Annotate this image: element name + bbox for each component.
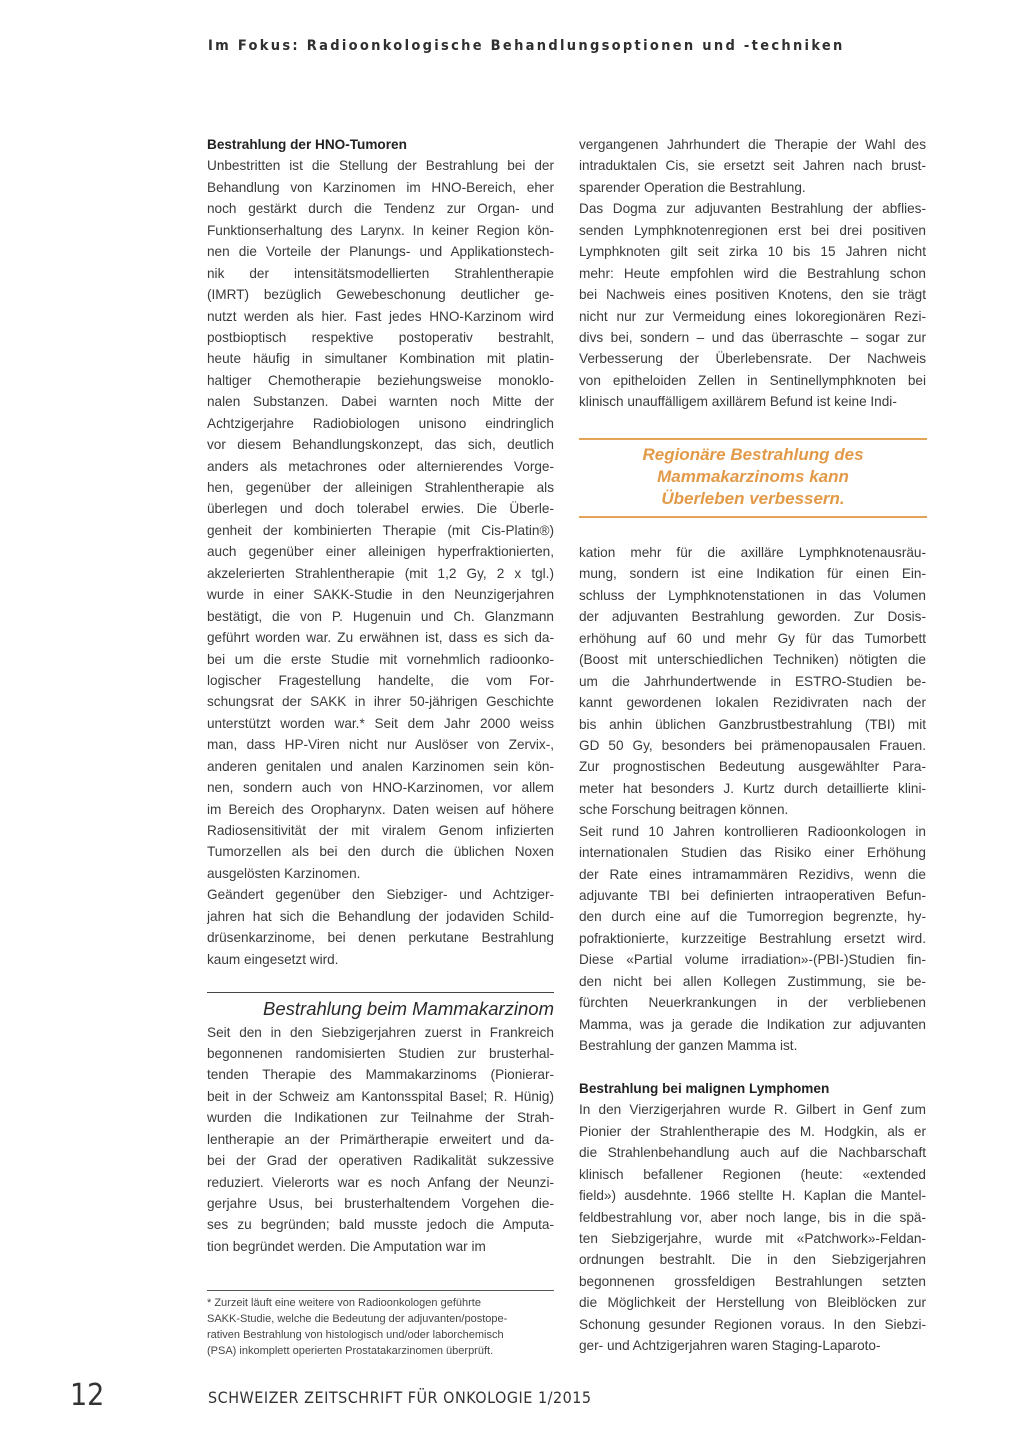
text-line: noch gestärkt durch die Tendenz zur Organ- und (207, 201, 554, 217)
text-line: mehr: Heute empfohlen wird die Bestrahlung schon (579, 265, 926, 281)
text-line: vor diesem Behandlungskonzept, das sich, deutlich (207, 437, 554, 453)
text-line: divs bei, sondern – und das überraschte – sogar zur (579, 329, 926, 345)
text-line: ausgelösten Karzinomen. (207, 865, 361, 881)
text-line: man, dass HP-Viren nicht nur Auslöser von Zervix-, (207, 737, 554, 753)
text-line: wurde in einer SAKK-Studie in den Neunzigerjahren (207, 587, 554, 603)
text-line: die Möglichkeit der Herstellung von Bleiblöcken zur (579, 1295, 926, 1311)
text-line: ger- und Achtzigerjahren waren Staging-Laparoto- (579, 1338, 881, 1354)
text-line: Das Dogma zur adjuvanten Bestrahlung der abflies- (579, 201, 926, 217)
pull-quote-line: Überleben verbessern. (661, 489, 845, 508)
text-line: kation mehr für die axilläre Lymphknotenausräu- (579, 545, 926, 560)
text-line: lentherapie an der Primärtherapie erweitert und da- (207, 1131, 554, 1147)
text-line: Bestrahlung der ganzen Mamma ist. (579, 1038, 798, 1054)
text-line: den durch eine auf die Tumorregion begrenzte, hy- (579, 909, 926, 925)
text-line: sche Forschung beitragen können. (579, 802, 789, 818)
text-line: wurden die Indikationen zur Teilnahme der Strah- (207, 1110, 554, 1126)
text-line: fürchten Neuerkrankungen in der verbliebenen (579, 995, 926, 1011)
text-line: der Rate eines intramammären Rezidivs, wenn die (579, 866, 926, 882)
left-column (207, 134, 554, 1257)
paragraph-mamma-2 (579, 134, 926, 198)
text-line: nicht nur zur Vermeidung eines lokoregionären Rezi- (579, 308, 926, 324)
text-line: begonnenen randomisierten Studien zur brusterhal- (207, 1045, 554, 1061)
right-column-bottom (579, 542, 926, 1357)
footnote (207, 1295, 554, 1359)
text-line: (Boost mit unterschiedlichen Techniken) nötigten die (579, 652, 926, 668)
paragraph-hno-2 (207, 884, 554, 970)
pull-quote-line: Regionäre Bestrahlung des (642, 445, 864, 464)
running-header: Im Fokus: Radioonkologische Behandlungsoptionen und -techniken (208, 38, 845, 54)
paragraph-mamma-5 (579, 821, 926, 1057)
text-line: gerjahre Usus, bei brusterhaltendem Vorgehen die- (207, 1196, 554, 1211)
text-line: Behandlung von Karzinomen im HNO-Bereich, eher (207, 179, 554, 195)
text-line: In den Vierzigerjahren wurde R. Gilbert in Genf zum (579, 1102, 926, 1118)
footnote-line: * Zurzeit läuft eine weitere von Radioonkologen geführte (207, 1297, 481, 1309)
text-line: logischer Fragestellung handelte, die vom For- (207, 672, 554, 688)
text-line: begonnenen grossfeldigen Bestrahlungen setzten (579, 1273, 926, 1289)
text-line: schungsrat der SAKK in ihrer 50-jährigen Geschichte (207, 694, 554, 710)
text-line: drüsenkarzinome, bei denen perkutane Bestrahlung (207, 930, 554, 946)
text-line: adjuvante TBI bei definierten intraoperativen Befun- (579, 888, 926, 903)
text-line: vergangenen Jahrhundert die Therapie der Wahl des (579, 137, 926, 152)
text-line: Verbesserung der Überlebensrate. Der Nachweis (579, 351, 926, 367)
text-line: tenden Therapie des Mammakarzinoms (Pionierar- (207, 1067, 554, 1083)
paragraph-mamma-3 (579, 198, 926, 412)
text-line: ses zu begründen; bald musste jedoch die Amputa- (207, 1217, 554, 1233)
text-line: schluss der Lymphknotenstationen in das Volumen (579, 587, 926, 603)
text-line: kannt gewordenen lokalen Rezidivraten nach der (579, 695, 926, 711)
text-line: klinisch unauffälligem axillärem Befund ist keine Indi- (579, 394, 897, 410)
section-heading-lymphome: Bestrahlung bei malignen Lymphomen (579, 1080, 830, 1096)
text-line: intraduktalen Cis, sie ersetzt seit Jahren nach brust- (579, 158, 926, 174)
text-line: nik der intensitätsmodellierten Strahlentherapie (207, 265, 554, 281)
text-line: Diese «Partial volume irradiation»-(PBI-)Studien fin- (579, 952, 926, 968)
text-line: haltiger Chemotherapie beziehungsweise monoklo- (207, 372, 554, 388)
text-line: akzelerierten Strahlentherapie (mit 1,2 Gy, 2 x tgl.) (207, 565, 554, 581)
text-line: Pionier der Strahlentherapie des M. Hodgkin, als er (579, 1123, 926, 1139)
text-line: sparender Operation die Bestrahlung. (579, 179, 806, 195)
pull-quote-line: Mammakarzinoms kann (657, 467, 849, 486)
footnote-line: (PSA) inkomplett operierten Prostatakarzinomen überprüft. (207, 1345, 494, 1357)
paragraph-mamma-4 (579, 542, 926, 821)
text-line: Schonung gesunder Regionen voraus. In den Siebzi- (579, 1316, 926, 1332)
text-line: ordnungen bestrahlt. Die in den Siebzigerjahren (579, 1252, 926, 1268)
text-line: unterstützt worden war.* Seit dem Jahr 2000 weiss (207, 715, 554, 731)
text-line: Funktionserhaltung des Larynx. In keiner Region kön- (207, 222, 554, 238)
text-line: nutzt werden als hier. Fast jedes HNO-Karzinom wird (207, 308, 554, 324)
text-line: Seit rund 10 Jahren kontrollieren Radioonkologen in (579, 823, 926, 839)
text-line: reduziert. Vielerorts war es noch Anfang der Neunzi- (207, 1174, 554, 1190)
text-line: geführt worden war. Zu erwähnen ist, dass es sich da- (207, 630, 554, 646)
journal-title: SCHWEIZER ZEITSCHRIFT FÜR ONKOLOGIE 1/2015 (208, 1388, 592, 1407)
text-line: bei um die erste Studie mit vornehmlich radioonko- (207, 651, 554, 667)
text-line: Achtzigerjahre Radiobiologen unisono eindringlich (207, 415, 554, 431)
text-line: mung, sondern ist eine Indikation für einen Ein- (579, 566, 926, 582)
paragraph-mamma-1 (207, 1022, 554, 1258)
footnote-rule (207, 1290, 554, 1291)
text-line: bestätigt, die von P. Hugenuin und Ch. Glanzmann (207, 608, 554, 624)
text-line: bei der Grad der operativen Radikalität sukzessive (207, 1153, 554, 1169)
text-line: heute häufig in simultaner Kombination mit platin- (207, 351, 554, 367)
text-line: postbioptisch respektive postoperativ bestrahlt, (207, 329, 554, 345)
text-line: nalen Substanzen. Dabei warnten noch Mitte der (207, 394, 554, 410)
page-number: 12 (70, 1378, 105, 1413)
text-line: die Strahlenbehandlung auch auf die Nachbarschaft (579, 1145, 926, 1161)
section-heading-hno: Bestrahlung der HNO-Tumoren (207, 137, 407, 152)
text-line: beit in der Schweiz am Kantonsspital Basel; R. Hünig) (207, 1088, 554, 1104)
text-line: kaum eingesetzt wird. (207, 951, 339, 967)
section-heading-mamma: Bestrahlung beim Mammakarzinom (207, 992, 554, 1022)
text-line: Seit den in den Siebzigerjahren zuerst in Frankreich (207, 1024, 554, 1040)
text-line: jahren hat sich die Behandlung der jodaviden Schild- (207, 908, 554, 924)
paragraph-lymphome-1 (579, 1099, 926, 1356)
text-line: anders als metachrones oder alternierendes Vorge- (207, 458, 554, 474)
text-line: den nicht bei allen Kollegen Zustimmung, sie be- (579, 973, 926, 989)
footnote-line: rativen Bestrahlung von histologisch und/oder laborchemisch (207, 1329, 504, 1341)
text-line: ten Siebzigerjahre, wurde mit «Patchwork»-Feldan- (579, 1231, 926, 1246)
text-line: tion begründet werden. Die Amputation war im (207, 1238, 486, 1254)
text-line: Lymphknoten gilt seit zirka 10 bis 15 Jahren nicht (579, 244, 926, 260)
pull-quote (579, 438, 927, 518)
text-line: Radiosensitivität der mit viralem Genom infizierten (207, 823, 554, 838)
text-line: anderen genitalen und analen Karzinomen sein kön- (207, 758, 554, 774)
text-line: klinisch befallener Regionen (heute: «extended (579, 1166, 926, 1182)
right-column-top (579, 134, 926, 413)
text-line: Tumorzellen als bei den durch die üblichen Noxen (207, 844, 554, 860)
text-line: (IMRT) bezüglich Gewebeschonung deutlicher ge- (207, 287, 554, 303)
text-line: überlegen und doch tolerabel erwies. Die Überle- (207, 501, 554, 517)
text-line: genheit der kombinierten Therapie (mit Cis-Platin®) (207, 522, 554, 538)
text-line: Geändert gegenüber den Siebziger- und Achtziger- (207, 887, 554, 903)
text-line: internationalen Studien das Risiko einer Erhöhung (579, 845, 926, 861)
paragraph-hno-1 (207, 155, 554, 884)
text-line: erhöhung auf 60 und mehr Gy für das Tumorbett (579, 630, 926, 646)
footnote-line: SAKK-Studie, welche die Bedeutung der adjuvanten/postope- (207, 1313, 508, 1325)
text-line: der adjuvanten Bestrahlung geworden. Zur Dosis- (579, 609, 926, 625)
text-line: im Bereich des Oropharynx. Daten weisen auf höhere (207, 801, 554, 817)
text-line: nen, sondern auch von HNO-Karzinomen, vor allem (207, 780, 554, 796)
text-line: bei Nachweis eines positiven Knotens, den sie trägt (579, 287, 926, 303)
text-line: Unbestritten ist die Stellung der Bestrahlung bei der (207, 158, 554, 174)
text-line: Zur prognostischen Bedeutung ausgewählter Para- (579, 759, 926, 775)
text-line: nen die Vorteile der Planungs- und Applikationstech- (207, 244, 554, 260)
text-line: senden Lymphknotenregionen erst bei drei positiven (579, 222, 926, 238)
text-line: GD 50 Gy, besonders bei prämenopausalen Frauen. (579, 737, 926, 753)
text-line: meter hat besonders J. Kurtz durch detaillierte klini- (579, 780, 926, 796)
text-line: Mamma, was ja gerade die Indikation zur adjuvanten (579, 1016, 926, 1032)
text-line: field») ausdehnte. 1966 stellte H. Kaplan die Mantel- (579, 1188, 926, 1204)
text-line: bis anhin üblichen Ganzbrustbestrahlung (TBI) mit (579, 716, 926, 732)
text-line: um die Jahrhundertwende in ESTRO-Studien be- (579, 673, 926, 689)
text-line: auch gegenüber einer alleinigen hyperfraktionierten, (207, 544, 554, 560)
text-line: pofraktionierte, kurzzeitige Bestrahlung ersetzt wird. (579, 930, 926, 946)
text-line: hen, gegenüber der alleinigen Strahlentherapie als (207, 480, 554, 495)
text-line: von epitheloiden Zellen in Sentinellymphknoten bei (579, 372, 926, 388)
text-line: feldbestrahlung vor, aber noch lange, bis in die spä- (579, 1209, 926, 1225)
